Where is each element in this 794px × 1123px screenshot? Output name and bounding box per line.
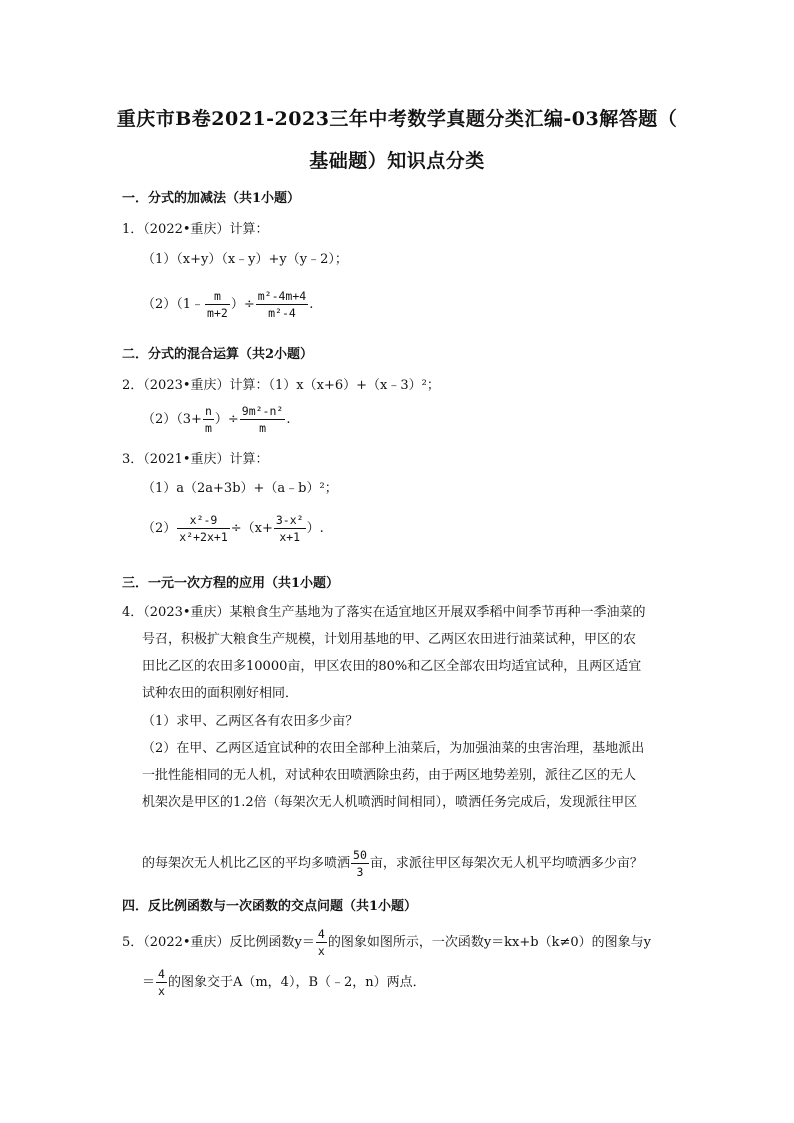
question-4-part-2-line-3: 机架次是甲区的1.2倍（每架次无人机喷洒时间相同），喷洒任务完成后，发现派往甲区 <box>142 795 638 810</box>
question-4-line-3: 田比乙区的农田多10000亩，甲区农田的80%和乙区全部农田均适宜试种，且两区适宜 <box>142 659 642 674</box>
denominator: x <box>158 984 165 998</box>
numerator: 3-x² <box>275 513 304 527</box>
numerator: 50 <box>353 848 367 862</box>
fraction <box>351 847 369 880</box>
numerator: 4 <box>317 927 325 941</box>
expr-prefix: （2） <box>142 521 177 536</box>
page-title-line-2: 基础题）知识点分类 <box>309 150 485 172</box>
question-4-part-2-line-4 <box>142 847 643 880</box>
fraction <box>205 288 230 321</box>
denominator: m+2 <box>207 306 228 320</box>
numerator: m²-4m+4 <box>257 289 307 303</box>
fraction <box>256 288 308 321</box>
numerator: 4 <box>158 967 165 981</box>
question-4-part-2-line-2: 一批性能相同的无人机，对试种农田喷洒除虫药，由于两区地势差别，派往乙区的无人 <box>142 768 637 783</box>
section-heading-1: 一．分式的加减法（共1小题） <box>122 191 301 206</box>
question-4-part-2-line-1: （2）在甲、乙两区适宜试种的农田全部种上油菜后，为加强油菜的虫害治理，基地派出 <box>142 741 645 756</box>
expr-prefix: （2）（1﹣ <box>142 297 205 312</box>
expr-prefix: （2）（3+ <box>142 412 202 427</box>
expr-end: . <box>309 297 314 312</box>
expr-operator: ）÷ <box>214 412 239 427</box>
question-3-part-1: （1）a（2a+3b）+（a﹣b）²； <box>142 481 338 496</box>
expr-operator: ÷（x+ <box>230 521 273 536</box>
fraction <box>177 512 229 545</box>
fraction <box>316 926 327 959</box>
question-2-part-2 <box>142 403 290 436</box>
question-4-line-4: 试种农田的面积刚好相同． <box>142 686 299 701</box>
text-suffix: 的图象如图所示，一次函数y＝kx+b（k≠0）的图象与y <box>327 935 651 950</box>
numerator: m <box>205 288 230 305</box>
text-suffix: 的图象交于A（m，4），B（﹣2，n）两点． <box>167 975 426 990</box>
question-5-line-2 <box>142 966 426 999</box>
fraction <box>274 512 306 545</box>
text-prefix: 5．（2022•重庆）反比例函数y＝ <box>122 935 315 950</box>
question-4-line-1: 4．（2023•重庆）某粮食生产基地为了落实在适宜地区开展双季稻中间季节再种一季油菜的 <box>122 605 646 620</box>
denominator: m <box>259 421 267 435</box>
numerator: n <box>204 404 212 418</box>
fraction <box>156 966 167 999</box>
text-prefix: ＝ <box>142 975 156 990</box>
question-4-line-2: 号召，积极扩大粮食生产规模，计划用基地的甲、乙两区农田进行油菜试种，甲区的农 <box>142 632 637 647</box>
fraction <box>203 403 214 436</box>
text-suffix: 亩，求派往甲区每架次无人机平均喷洒多少亩？ <box>369 856 643 871</box>
denominator: m <box>204 421 212 435</box>
question-3-head: 3．（2021•重庆）计算： <box>122 452 269 467</box>
question-1-part-1: （1）（x+y）（x﹣y）+y（y﹣2）； <box>142 252 348 267</box>
question-1-head: 1．（2022•重庆）计算： <box>122 222 269 237</box>
denominator: x <box>317 944 325 958</box>
expr-operator: ）÷ <box>230 297 255 312</box>
expr-end: . <box>286 412 291 427</box>
question-1-part-2 <box>142 288 313 321</box>
question-2-head: 2．（2023•重庆）计算：（1）x（x+6）+（x﹣3）²； <box>122 378 440 393</box>
page-title-line-1: 重庆市B卷2021-2023三年中考数学真题分类汇编-03解答题（ <box>116 108 678 130</box>
text-prefix: 的每架次无人机比乙区的平均多喷洒 <box>142 856 351 871</box>
section-heading-2: 二．分式的混合运算（共2小题） <box>122 347 314 362</box>
section-heading-4: 四．反比例函数与一次函数的交点问题（共1小题） <box>122 899 418 914</box>
denominator: m²-4 <box>268 306 296 320</box>
section-heading-3: 三．一元一次方程的应用（共1小题） <box>122 576 340 591</box>
question-3-part-2 <box>142 512 324 545</box>
question-5-line-1 <box>122 926 651 959</box>
denominator: 3 <box>356 865 364 879</box>
denominator: x²+2x+1 <box>179 530 228 544</box>
expr-end: ）. <box>306 521 324 536</box>
numerator: x²-9 <box>177 512 229 529</box>
numerator: 9m²-n² <box>241 404 284 418</box>
denominator: x+1 <box>279 530 301 544</box>
fraction <box>240 403 286 436</box>
question-4-part-1: （1）求甲、乙两区各有农田多少亩？ <box>142 714 359 729</box>
